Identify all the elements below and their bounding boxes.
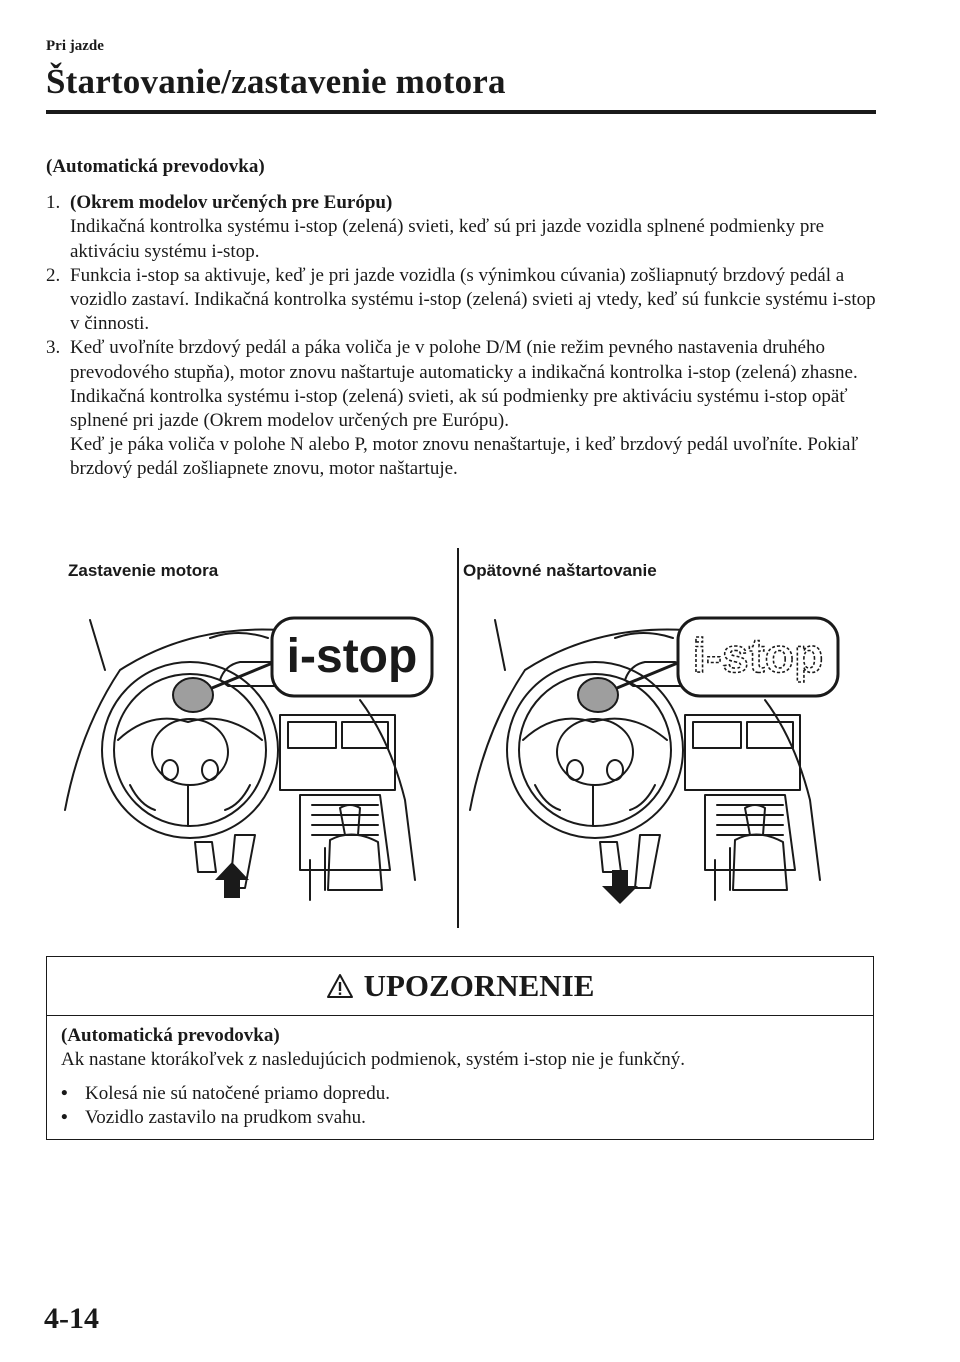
- bullet-text: Kolesá nie sú natočené priamo dopredu.: [85, 1083, 390, 1104]
- item-text: Keď uvoľníte brzdový pedál a páka voliča je v polohe D/M (nie režim pevného nastavenia druhého prevodového stupňa), motor znovu naštartuje automaticky a indikačná kontrolka i-stop (zelená) zhasne. Indikačná kontrolka systému i-stop (zelená) svieti, ak sú podmienky pre aktiváciu systému i-stop opäť splnené pri jazde (Okrem modelov určených pre Európu).: [70, 337, 858, 432]
- item-text: Funkcia i-stop sa aktivuje, keď je pri jazde vozidla (s výnimkou cúvania) zošliapnutý brzdový pedál a vozidlo zastaví. Indikačná kontrolka systému i-stop (zelená) svieti aj vtedy, keď sú funkcie systému i-stop v činnosti.: [70, 264, 876, 335]
- body-text: [46, 155, 876, 482]
- item-text-continued: Keď je páka voliča v polohe N alebo P, motor znovu nenaštartuje, i keď brzdový pedál uvoľníte. Pokiaľ brzdový pedál zošliapnete znovu, motor naštartuje.: [70, 434, 859, 480]
- up-arrow-icon: [215, 862, 249, 898]
- down-arrow-icon: [602, 870, 638, 904]
- bullet-text: Vozidlo zastavilo na prudkom svahu.: [85, 1107, 366, 1128]
- item-number: 3.: [46, 337, 61, 359]
- bullet-dot: •: [61, 1083, 68, 1104]
- list-item: [46, 264, 876, 337]
- item-number: 1.: [46, 192, 61, 214]
- bullet-dot: •: [61, 1107, 68, 1128]
- dashboard-illustration-stop: [60, 590, 450, 910]
- warning-title: UPOZORNENIE: [363, 968, 595, 1003]
- item-text: Indikačná kontrolka systému i-stop (zelená) svieti, keď sú pri jazde vozidla splnené podmienky pre aktiváciu systému i-stop.: [70, 216, 825, 262]
- dashboard-illustration-restart: [460, 590, 860, 910]
- istop-indicator-label: i-stop: [286, 630, 418, 683]
- figure-caption-stop: Zastavenie motora: [68, 561, 219, 580]
- page-title: Štartovanie/zastavenie motora: [46, 62, 506, 101]
- figure-divider: [457, 548, 459, 928]
- figure-caption-restart: Opätovné naštartovanie: [463, 561, 657, 580]
- warning-intro: Ak nastane ktorákoľvek z nasledujúcich podmienok, systém i-stop nie je funkčný.: [61, 1049, 686, 1070]
- body-heading: (Automatická prevodovka): [46, 156, 265, 177]
- warning-triangle-icon: [326, 973, 354, 999]
- list-item: [46, 336, 876, 481]
- list-item: [61, 1106, 859, 1130]
- istop-indicator-label-off: i-stop: [692, 630, 824, 683]
- warning-body: [47, 1016, 873, 1138]
- page-number: 4-14: [44, 1302, 99, 1335]
- list-item: [61, 1082, 859, 1106]
- list-item: [46, 191, 876, 264]
- item-bold-lead: (Okrem modelov určených pre Európu): [70, 192, 393, 214]
- warning-bullets: [61, 1082, 859, 1130]
- warning-header: [47, 957, 873, 1016]
- item-number: 2.: [46, 264, 61, 286]
- section-label: Pri jazde: [46, 38, 104, 54]
- warning-heading: (Automatická prevodovka): [61, 1025, 280, 1046]
- warning-box: [46, 956, 874, 1140]
- title-rule: [46, 110, 876, 114]
